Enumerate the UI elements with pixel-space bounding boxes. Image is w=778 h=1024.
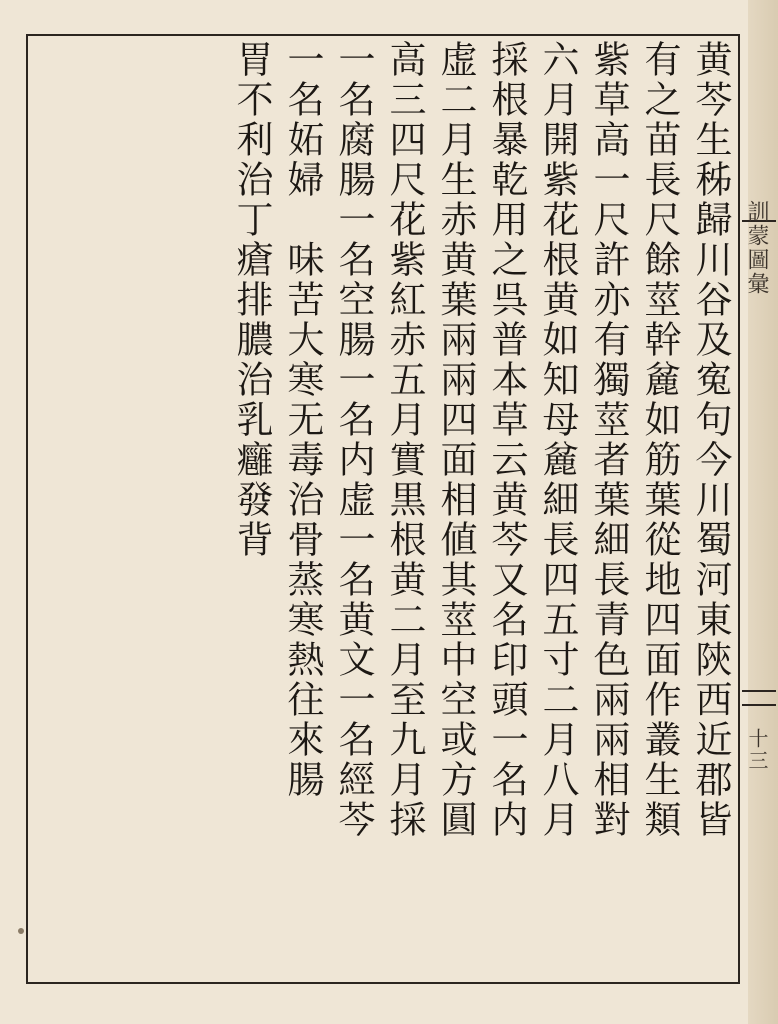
page-edge (748, 0, 778, 1024)
text-column-7: 高三四尺花紫紅赤五月實黒根黄二月至九月採 (383, 40, 426, 840)
main-text (36, 40, 736, 976)
margin-title: 訓蒙圖彙 (744, 200, 769, 296)
folio-number: 十三 (745, 728, 769, 772)
text-column-9: 一名妬婦 味苦大寒无毒治骨蒸寒熱往來腸 (281, 40, 324, 800)
fold-line (738, 34, 740, 984)
text-column-5: 採根暴乾用之呉普本草云黄芩又名印頭一名内 (485, 40, 528, 840)
text-column-10: 胃不利治丁瘡排膿治乳癰發背 (230, 40, 273, 560)
text-column-6: 虚二月生赤黄葉兩兩四面相値其莖中空或方圓 (434, 40, 477, 840)
ink-dot (18, 928, 24, 934)
text-column-8: 一名腐腸一名空腸一名内虚一名黄文一名經芩 (332, 40, 375, 840)
text-column-3: 紫草高一尺許亦有獨莖者葉細長青色兩兩相對 (587, 40, 630, 840)
text-column-2: 有之苗長尺餘莖幹麄如筋葉從地四面作叢生類 (638, 40, 681, 840)
text-column-1: 黄芩生秭歸川谷及寃句今川蜀河東陝西近郡皆 (689, 40, 732, 840)
fold-mark-bottom (742, 690, 776, 706)
text-column-4: 六月開紫花根黄如知母麄細長四五寸二月八月 (536, 40, 579, 840)
